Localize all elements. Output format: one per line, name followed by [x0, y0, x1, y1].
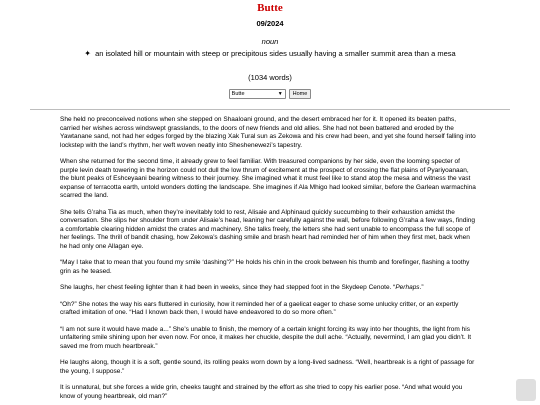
entry-select-value: Butte [231, 91, 245, 97]
navigation-controls [0, 88, 540, 100]
sparkle-icon: ✦ [84, 49, 91, 58]
definition-text: an isolated hill or mountain with steep or precipitous sides usually having a smaller summit area than a mesa [95, 49, 456, 58]
chevron-down-icon: ▼ [277, 91, 283, 97]
part-of-speech: noun [261, 37, 279, 46]
paragraph-1: She held no preconceived notions when she stepped on Shaaloani ground, and the desert embraced her for it. It opened its beaten paths, carried her wishes across windswept grasslands, to the doors of new friends and old allies. She had not been battered and eroded by the Yawtanane sand, not had her edges forged by the blazing Xak Tural sun as Zekowa and his crew had been, and yet she found herself falling into lockstep with the land’s rhythm, her weft woven neatly into Sheshenewezi’s tapestry. [60, 116, 476, 149]
definition [0, 48, 540, 59]
paragraph-5 [60, 284, 476, 293]
paragraph-5-text: She laughs, her chest feeling lighter than it had been in weeks, since they had stepped foot in the Skydeep Cenote. “ [60, 284, 396, 291]
entry-select[interactable] [229, 89, 286, 99]
story-text [60, 116, 476, 401]
divider [30, 109, 510, 110]
paragraph-9: It is unnatural, but she forces a wide grin, cheeks taught and strained by the effort as she tried to copy his earlier pose. “And what would you know of young heartbreak, old man?” [60, 384, 463, 400]
paragraph-5-emphasis: Perhaps [395, 284, 420, 291]
paragraph-3: She tells G’raha Tia as much, when they’re inevitably told to rest, Alisaie and Alphinaud quickly succumbing to their exhaustion amidst the conversation. She slips her shoulder from under Alisaie’s head, leaning her carefully against the wall, before following G’raha a few ways, finding a comfortable clearing hidden amidst the crates and machinery. She talks freely, the letters she had sent unable to encompass the full scope of her feelings. The thrill of bandit chasing, how Zekowa’s dashing smile and brash heart had reminded her of him when they first met, back when he had only one Allagan eye. [60, 208, 476, 250]
paragraph-2: When she returned for the second time, it already grew to feel familiar. With treasured companions by her side, even the looming specter of purple levin death towering in the horizon could not dull the low thrum of excitement at the prospect of crossing the flat plains of Pyariyoanaan, the blunt peaks of Eshceyaani bearing witness to their journey. She imagined what it must feel like to stand atop the mesa and witness the vast expanse of terracotta earth, untold wonders dotting the landscape. She imagines if Ala Mhigo had looked similar, before the Garlean warmachina scarred the land. [60, 158, 476, 199]
paragraph-5-end: .” [419, 284, 424, 291]
paragraph-7: “I am not sure it would have made a...” She’s unable to finish, the memory of a certain knight forcing its way into her thoughts, the light from his unfaltering smile shining upon her even now. For once, it makes her chuckle, despite the dull ache. “Actually, nevermind, I am glad you didn’t. It saved me from much heartbreak.” [60, 325, 472, 350]
paragraph-4: “May I take that to mean that you found my smile ‘dashing’?” He holds his chin in the crook between his thumb and forefinger, flashing a toothy grin as he teased. [60, 259, 470, 275]
home-button[interactable]: Home [289, 89, 312, 99]
paragraph-8: He laughs along, though it is a soft, gentle sound, its rolling peaks worn down by a long-lived sadness. “Well, heartbreak is a right of passage for the young, I suppose.” [60, 359, 475, 375]
word-count: (1034 words) [248, 73, 292, 82]
page-title: Butte [257, 2, 283, 14]
scrollbar-thumb[interactable] [516, 379, 536, 401]
entry-header [0, 0, 540, 100]
paragraph-6: “Oh?” She notes the way his ears fluttered in curiosity, how it reminded her of a gaelicat eager to chase some unlucky critter, or an expertly crafted imitation of one. “Had I known back then, I would have endeavored to do so more often.” [60, 300, 459, 316]
entry-date: 09/2024 [256, 19, 284, 28]
